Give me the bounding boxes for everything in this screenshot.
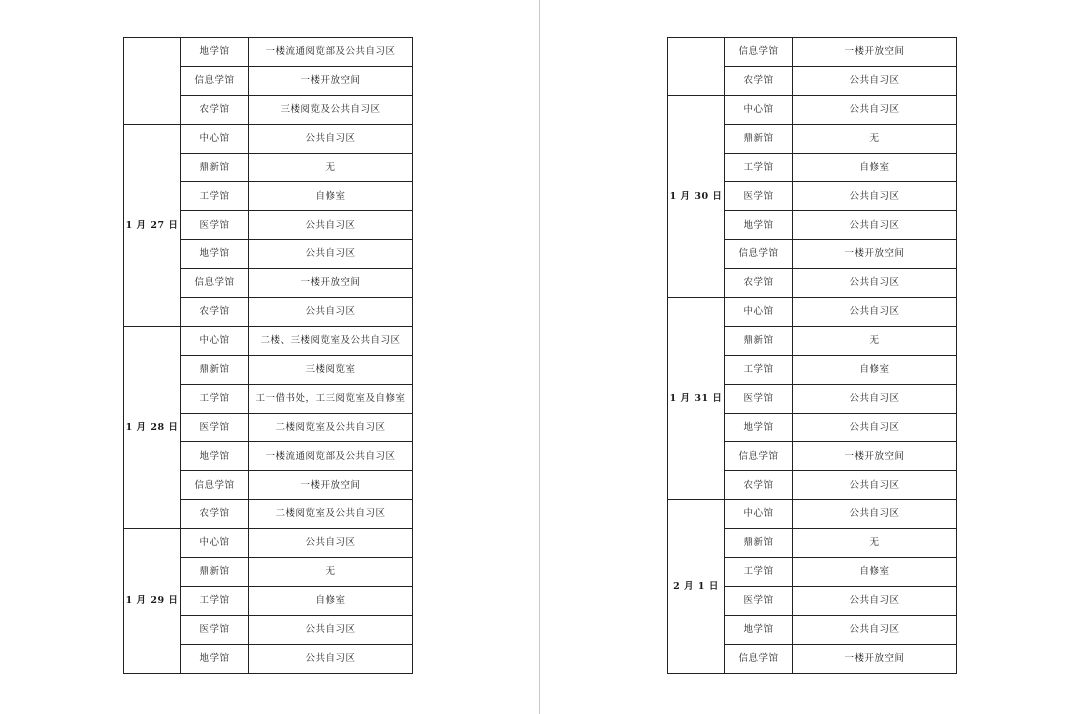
open-area-cell: 公共自习区 bbox=[793, 211, 957, 240]
schedule-table-left bbox=[123, 37, 413, 674]
open-area-cell: 公共自习区 bbox=[249, 529, 413, 558]
library-cell: 中心馆 bbox=[725, 500, 793, 529]
library-cell: 医学馆 bbox=[181, 413, 249, 442]
library-cell: 医学馆 bbox=[725, 384, 793, 413]
schedule-table-body bbox=[124, 38, 413, 674]
open-area-cell: 一楼开放空间 bbox=[793, 442, 957, 471]
library-cell: 工学馆 bbox=[725, 558, 793, 587]
open-area-cell: 三楼阅览及公共自习区 bbox=[249, 95, 413, 124]
open-area-cell: 公共自习区 bbox=[793, 182, 957, 211]
open-area-cell: 自修室 bbox=[793, 153, 957, 182]
open-area-cell: 一楼流通阅览部及公共自习区 bbox=[249, 442, 413, 471]
library-cell: 地学馆 bbox=[181, 644, 249, 673]
library-cell: 信息学馆 bbox=[181, 66, 249, 95]
open-area-cell: 一楼开放空间 bbox=[793, 38, 957, 67]
date-cell: 1 月 28 日 bbox=[124, 326, 181, 528]
open-area-cell: 无 bbox=[793, 529, 957, 558]
open-area-cell: 公共自习区 bbox=[793, 269, 957, 298]
document-page-left bbox=[0, 0, 539, 714]
library-cell: 农学馆 bbox=[181, 95, 249, 124]
date-cell: 1 月 30 日 bbox=[668, 95, 725, 297]
open-area-cell: 二楼阅览室及公共自习区 bbox=[249, 413, 413, 442]
library-cell: 农学馆 bbox=[725, 269, 793, 298]
library-cell: 鼎新馆 bbox=[725, 529, 793, 558]
library-cell: 鼎新馆 bbox=[181, 355, 249, 384]
open-area-cell: 无 bbox=[249, 153, 413, 182]
open-area-cell: 一楼开放空间 bbox=[249, 269, 413, 298]
library-cell: 工学馆 bbox=[725, 153, 793, 182]
date-cell: 1 月 27 日 bbox=[124, 124, 181, 326]
library-cell: 地学馆 bbox=[181, 240, 249, 269]
schedule-table-right bbox=[667, 37, 957, 674]
date-cell: 1 月 31 日 bbox=[668, 298, 725, 500]
open-area-cell: 工一借书处，工三阅览室及自修室 bbox=[249, 384, 413, 413]
open-area-cell: 三楼阅览室 bbox=[249, 355, 413, 384]
library-cell: 中心馆 bbox=[725, 298, 793, 327]
open-area-cell: 公共自习区 bbox=[793, 384, 957, 413]
open-area-cell: 公共自习区 bbox=[249, 240, 413, 269]
library-cell: 医学馆 bbox=[181, 211, 249, 240]
library-cell: 地学馆 bbox=[725, 615, 793, 644]
open-area-cell: 公共自习区 bbox=[793, 471, 957, 500]
library-cell: 医学馆 bbox=[725, 182, 793, 211]
open-area-cell: 二楼、三楼阅览室及公共自习区 bbox=[249, 326, 413, 355]
date-cell: 1 月 29 日 bbox=[124, 529, 181, 673]
library-cell: 医学馆 bbox=[725, 586, 793, 615]
library-cell: 中心馆 bbox=[181, 529, 249, 558]
table-row bbox=[124, 124, 413, 153]
open-area-cell: 公共自习区 bbox=[793, 95, 957, 124]
open-area-cell: 自修室 bbox=[793, 558, 957, 587]
document-page-right bbox=[540, 0, 1080, 714]
open-area-cell: 一楼开放空间 bbox=[793, 644, 957, 673]
library-cell: 地学馆 bbox=[181, 38, 249, 67]
table-row bbox=[668, 38, 957, 67]
table-row bbox=[668, 95, 957, 124]
date-cell bbox=[668, 38, 725, 96]
library-cell: 地学馆 bbox=[181, 442, 249, 471]
library-cell: 工学馆 bbox=[181, 182, 249, 211]
library-cell: 中心馆 bbox=[725, 95, 793, 124]
open-area-cell: 自修室 bbox=[249, 182, 413, 211]
open-area-cell: 无 bbox=[249, 558, 413, 587]
open-area-cell: 公共自习区 bbox=[249, 298, 413, 327]
open-area-cell: 公共自习区 bbox=[793, 66, 957, 95]
library-cell: 信息学馆 bbox=[181, 269, 249, 298]
open-area-cell: 无 bbox=[793, 326, 957, 355]
library-cell: 农学馆 bbox=[725, 471, 793, 500]
library-cell: 中心馆 bbox=[181, 326, 249, 355]
open-area-cell: 公共自习区 bbox=[249, 211, 413, 240]
open-area-cell: 一楼开放空间 bbox=[793, 240, 957, 269]
open-area-cell: 公共自习区 bbox=[793, 500, 957, 529]
library-cell: 地学馆 bbox=[725, 211, 793, 240]
library-cell: 鼎新馆 bbox=[725, 124, 793, 153]
library-cell: 工学馆 bbox=[181, 586, 249, 615]
table-row bbox=[668, 500, 957, 529]
table-row bbox=[668, 298, 957, 327]
open-area-cell: 公共自习区 bbox=[793, 413, 957, 442]
library-cell: 信息学馆 bbox=[725, 38, 793, 67]
library-cell: 农学馆 bbox=[181, 298, 249, 327]
library-cell: 农学馆 bbox=[181, 500, 249, 529]
open-area-cell: 自修室 bbox=[793, 355, 957, 384]
date-cell bbox=[124, 38, 181, 125]
library-cell: 地学馆 bbox=[725, 413, 793, 442]
table-row bbox=[124, 529, 413, 558]
open-area-cell: 公共自习区 bbox=[793, 586, 957, 615]
open-area-cell: 一楼开放空间 bbox=[249, 471, 413, 500]
open-area-cell: 一楼开放空间 bbox=[249, 66, 413, 95]
open-area-cell: 公共自习区 bbox=[793, 298, 957, 327]
library-cell: 中心馆 bbox=[181, 124, 249, 153]
open-area-cell: 公共自习区 bbox=[249, 644, 413, 673]
open-area-cell: 二楼阅览室及公共自习区 bbox=[249, 500, 413, 529]
table-row bbox=[124, 38, 413, 67]
library-cell: 信息学馆 bbox=[725, 644, 793, 673]
date-cell: 2 月 1 日 bbox=[668, 500, 725, 673]
library-cell: 鼎新馆 bbox=[181, 153, 249, 182]
open-area-cell: 公共自习区 bbox=[793, 615, 957, 644]
schedule-table-body bbox=[668, 38, 957, 674]
library-cell: 信息学馆 bbox=[181, 471, 249, 500]
table-row bbox=[124, 326, 413, 355]
library-cell: 鼎新馆 bbox=[181, 558, 249, 587]
library-cell: 信息学馆 bbox=[725, 442, 793, 471]
library-cell: 农学馆 bbox=[725, 66, 793, 95]
open-area-cell: 自修室 bbox=[249, 586, 413, 615]
library-cell: 鼎新馆 bbox=[725, 326, 793, 355]
library-cell: 工学馆 bbox=[181, 384, 249, 413]
library-cell: 医学馆 bbox=[181, 615, 249, 644]
open-area-cell: 公共自习区 bbox=[249, 615, 413, 644]
library-cell: 工学馆 bbox=[725, 355, 793, 384]
open-area-cell: 一楼流通阅览部及公共自习区 bbox=[249, 38, 413, 67]
open-area-cell: 无 bbox=[793, 124, 957, 153]
library-cell: 信息学馆 bbox=[725, 240, 793, 269]
open-area-cell: 公共自习区 bbox=[249, 124, 413, 153]
